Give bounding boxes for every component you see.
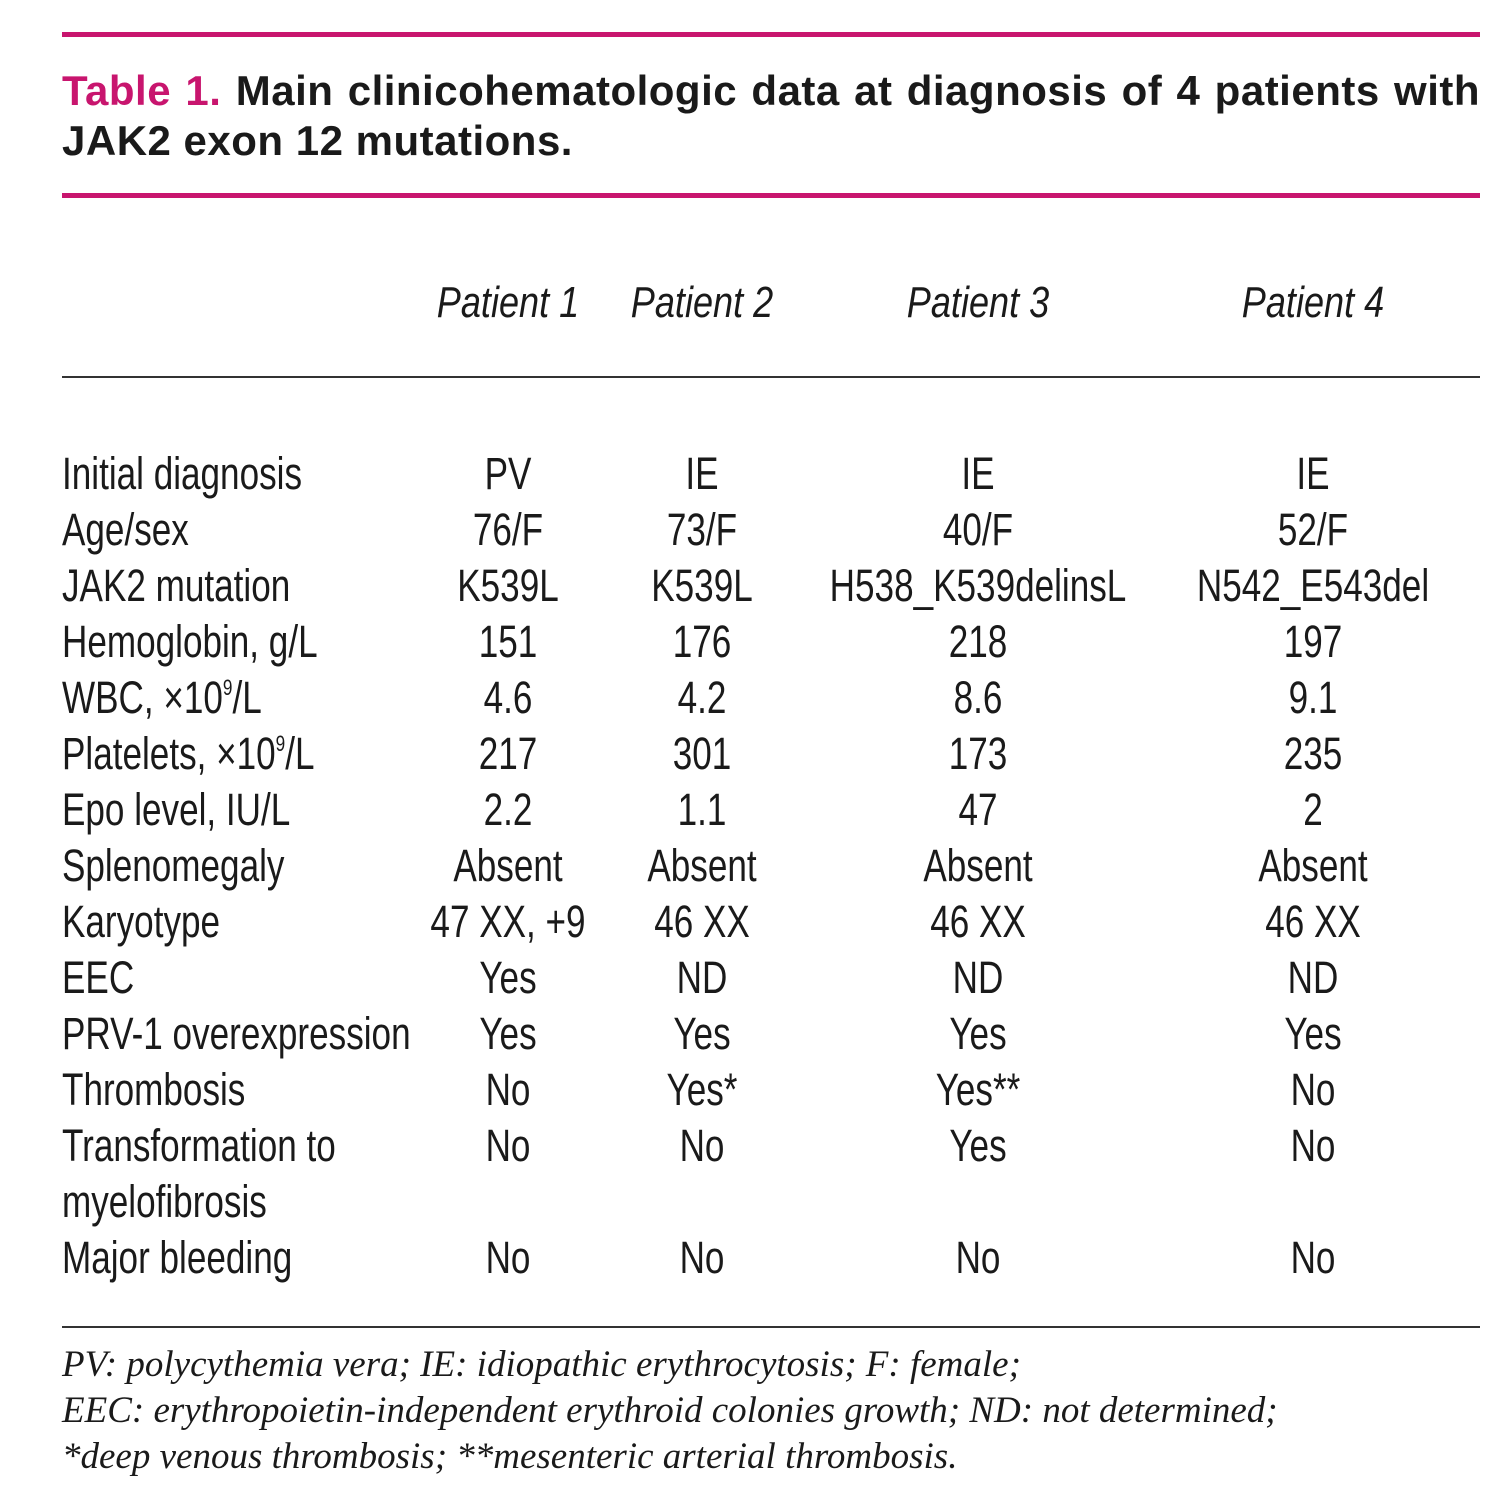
table-cell: H538_K539delinsL bbox=[829, 560, 1127, 611]
row-label-major-bleeding: Major bleeding bbox=[62, 1232, 293, 1283]
table-cell: No bbox=[1290, 1120, 1336, 1171]
superscript-exponent: 9 bbox=[275, 731, 286, 756]
table-cell: ND bbox=[952, 952, 1004, 1003]
table-cell: 4.6 bbox=[483, 672, 533, 723]
column-header-patient-4: Patient 4 bbox=[1241, 278, 1385, 327]
row-label-age-sex: Age/sex bbox=[62, 504, 189, 555]
table-cell: Absent bbox=[1258, 840, 1368, 891]
table-cell: 2 bbox=[1303, 784, 1323, 835]
table-cell: IE bbox=[1296, 448, 1330, 499]
table-cell: 197 bbox=[1283, 616, 1343, 667]
row-label-splenomegaly: Splenomegaly bbox=[62, 840, 285, 891]
row-label-initial-diagnosis: Initial diagnosis bbox=[62, 448, 302, 499]
table-cell: No bbox=[1290, 1064, 1336, 1115]
superscript-exponent: 9 bbox=[222, 675, 233, 700]
table-cell: 151 bbox=[478, 616, 538, 667]
row-label-wbc-unit: /L bbox=[232, 672, 262, 723]
row-label-wbc-text: WBC, ×10 bbox=[62, 672, 223, 723]
column-header-patient-1: Patient 1 bbox=[436, 278, 580, 327]
row-label-epo-level: Epo level, IU/L bbox=[62, 784, 291, 835]
column-header-patient-2: Patient 2 bbox=[630, 278, 774, 327]
footnote-line-1: PV: polycythemia vera; IE: idiopathic erythrocytosis; F: female; bbox=[62, 1344, 1021, 1385]
table-cell: IE bbox=[961, 448, 995, 499]
row-label-jak2-mutation: JAK2 mutation bbox=[62, 560, 291, 611]
table-cell: Yes bbox=[949, 1008, 1007, 1059]
table-cell: 2.2 bbox=[483, 784, 533, 835]
table-cell: Absent bbox=[453, 840, 563, 891]
table-cell: 4.2 bbox=[677, 672, 727, 723]
table-cell: 301 bbox=[672, 728, 732, 779]
table-cell: 73/F bbox=[666, 504, 738, 555]
table-cell: K539L bbox=[457, 560, 559, 611]
table-cell: 1.1 bbox=[677, 784, 727, 835]
table-cell: No bbox=[679, 1232, 725, 1283]
table-cell: No bbox=[485, 1120, 531, 1171]
row-label-platelets bbox=[62, 726, 315, 782]
table-cell: 46 XX bbox=[930, 896, 1026, 947]
table-cell: K539L bbox=[651, 560, 753, 611]
table-cell: Yes bbox=[1284, 1008, 1342, 1059]
table-cell: 76/F bbox=[472, 504, 544, 555]
row-label-transformation: Transformation to bbox=[62, 1120, 336, 1171]
table-cell: 176 bbox=[672, 616, 732, 667]
top-rule bbox=[62, 32, 1480, 37]
table-cell: ND bbox=[676, 952, 728, 1003]
table-cell: 40/F bbox=[942, 504, 1014, 555]
row-label-prv1-overexpression: PRV-1 overexpression bbox=[62, 1008, 411, 1059]
footnote-line-2: EEC: erythropoietin-independent erythroid colonies growth; ND: not determined; bbox=[62, 1390, 1278, 1431]
table-cell: 9.1 bbox=[1288, 672, 1338, 723]
table-cell: 173 bbox=[948, 728, 1008, 779]
table-cell: No bbox=[679, 1120, 725, 1171]
footnote-line-3: *deep venous thrombosis; **mesenteric arterial thrombosis. bbox=[62, 1436, 958, 1477]
column-header-patient-3: Patient 3 bbox=[906, 278, 1050, 327]
table-cell: 46 XX bbox=[1265, 896, 1361, 947]
row-label-platelets-text: Platelets, ×10 bbox=[62, 728, 276, 779]
table-cell: Absent bbox=[647, 840, 757, 891]
table-cell: Yes bbox=[949, 1120, 1007, 1171]
table-cell: Yes** bbox=[935, 1064, 1021, 1115]
table-cell: Yes bbox=[479, 952, 537, 1003]
table-cell: No bbox=[955, 1232, 1001, 1283]
table-cell: 235 bbox=[1283, 728, 1343, 779]
table-cell: 217 bbox=[478, 728, 538, 779]
table-footnote bbox=[62, 1342, 1480, 1480]
table-cell: 46 XX bbox=[654, 896, 750, 947]
row-label-transformation-line2: myelofibrosis bbox=[62, 1176, 267, 1227]
table-cell: Yes bbox=[479, 1008, 537, 1059]
table-cell: IE bbox=[685, 448, 719, 499]
table-label: Table 1. bbox=[62, 67, 222, 114]
row-label-karyotype: Karyotype bbox=[62, 896, 221, 947]
footer-rule bbox=[62, 1326, 1480, 1328]
row-label-hemoglobin: Hemoglobin, g/L bbox=[62, 616, 318, 667]
row-label-wbc bbox=[62, 670, 262, 726]
caption-rule bbox=[62, 193, 1480, 198]
table-cell: Absent bbox=[923, 840, 1033, 891]
header-rule bbox=[62, 376, 1480, 378]
row-label-eec: EEC bbox=[62, 952, 135, 1003]
table-cell: 218 bbox=[948, 616, 1008, 667]
table-cell: 8.6 bbox=[953, 672, 1003, 723]
table-cell: No bbox=[1290, 1232, 1336, 1283]
table-cell: 47 bbox=[958, 784, 998, 835]
table-cell: No bbox=[485, 1064, 531, 1115]
table-cell: Yes* bbox=[666, 1064, 738, 1115]
table-cell: 52/F bbox=[1277, 504, 1349, 555]
table-cell: 47 XX, +9 bbox=[430, 896, 586, 947]
table-cell: ND bbox=[1287, 952, 1339, 1003]
row-label-thrombosis: Thrombosis bbox=[62, 1064, 246, 1115]
table-caption bbox=[62, 66, 1480, 166]
table-cell: Yes bbox=[673, 1008, 731, 1059]
table-title: Main clinicohematologic data at diagnosis of 4 patients with JAK2 exon 12 mutations. bbox=[62, 67, 1480, 164]
table-cell: PV bbox=[484, 448, 532, 499]
table-cell: N542_E543del bbox=[1196, 560, 1430, 611]
row-label-platelets-unit: /L bbox=[285, 728, 315, 779]
table-cell: No bbox=[485, 1232, 531, 1283]
